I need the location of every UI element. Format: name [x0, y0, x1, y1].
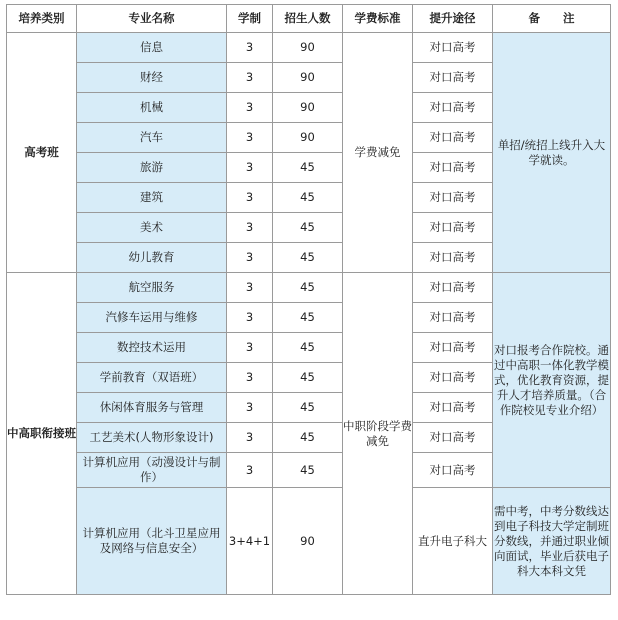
- table-row: [7, 33, 611, 63]
- years-cell: 3: [227, 243, 273, 273]
- path-cell: 对口高考: [413, 63, 493, 93]
- years-cell: 3: [227, 153, 273, 183]
- major-name: 汽车: [77, 123, 227, 153]
- major-name: 航空服务: [77, 273, 227, 303]
- years-cell: 3: [227, 363, 273, 393]
- path-cell: 对口高考: [413, 273, 493, 303]
- major-name: 休闲体育服务与管理: [77, 393, 227, 423]
- major-name: 机械: [77, 93, 227, 123]
- count-cell: 45: [273, 183, 343, 213]
- header-major: 专业名称: [77, 5, 227, 33]
- major-name: 工艺美术(人物形象设计): [77, 423, 227, 453]
- path-cell: 对口高考: [413, 453, 493, 488]
- enrollment-table: [6, 4, 611, 595]
- years-cell: 3: [227, 303, 273, 333]
- header-years: 学制: [227, 5, 273, 33]
- fee-cell: 中职阶段学费减免: [343, 273, 413, 595]
- count-cell: 45: [273, 303, 343, 333]
- count-cell: 45: [273, 453, 343, 488]
- years-cell: 3: [227, 93, 273, 123]
- header-category: 培养类别: [7, 5, 77, 33]
- major-name: 旅游: [77, 153, 227, 183]
- table-row: [7, 273, 611, 303]
- count-cell: 90: [273, 488, 343, 595]
- path-cell: 对口高考: [413, 243, 493, 273]
- path-cell: 对口高考: [413, 93, 493, 123]
- major-name: 信息: [77, 33, 227, 63]
- path-cell: 对口高考: [413, 333, 493, 363]
- years-cell: 3: [227, 423, 273, 453]
- path-cell: 对口高考: [413, 303, 493, 333]
- count-cell: 45: [273, 273, 343, 303]
- count-cell: 90: [273, 63, 343, 93]
- major-name: 计算机应用（北斗卫星应用及网络与信息安全）: [77, 488, 227, 595]
- header-count: 招生人数: [273, 5, 343, 33]
- header-fee: 学费标准: [343, 5, 413, 33]
- count-cell: 45: [273, 333, 343, 363]
- years-cell: 3: [227, 183, 273, 213]
- category-cell: 中高职衔接班: [7, 273, 77, 595]
- major-name: 汽修车运用与维修: [77, 303, 227, 333]
- header-row: [7, 5, 611, 33]
- years-cell: 3: [227, 453, 273, 488]
- note-cell: 需中考，中考分数线达到电子科技大学定制班分数线，并通过职业倾向面试，毕业后获电子科大本科文凭: [493, 488, 611, 595]
- path-cell: 对口高考: [413, 123, 493, 153]
- count-cell: 45: [273, 363, 343, 393]
- path-cell: 对口高考: [413, 153, 493, 183]
- years-cell: 3: [227, 273, 273, 303]
- path-cell: 对口高考: [413, 183, 493, 213]
- path-cell: 对口高考: [413, 423, 493, 453]
- count-cell: 45: [273, 423, 343, 453]
- years-cell: 3+4+1: [227, 488, 273, 595]
- major-name: 学前教育（双语班）: [77, 363, 227, 393]
- count-cell: 45: [273, 153, 343, 183]
- header-path: 提升途径: [413, 5, 493, 33]
- count-cell: 90: [273, 33, 343, 63]
- category-cell: 高考班: [7, 33, 77, 273]
- fee-cell: 学费减免: [343, 33, 413, 273]
- path-cell: 直升电子科大: [413, 488, 493, 595]
- major-name: 财经: [77, 63, 227, 93]
- years-cell: 3: [227, 333, 273, 363]
- major-name: 数控技术运用: [77, 333, 227, 363]
- note-cell: 对口报考合作院校。通过中高职一体化教学模式，优化教育资源，提升人才培养质量。（合作院校见专业介绍）: [493, 273, 611, 488]
- path-cell: 对口高考: [413, 363, 493, 393]
- header-note: 备 注: [493, 5, 611, 33]
- count-cell: 90: [273, 93, 343, 123]
- count-cell: 45: [273, 243, 343, 273]
- count-cell: 45: [273, 213, 343, 243]
- years-cell: 3: [227, 33, 273, 63]
- years-cell: 3: [227, 63, 273, 93]
- count-cell: 90: [273, 123, 343, 153]
- major-name: 幼儿教育: [77, 243, 227, 273]
- count-cell: 45: [273, 393, 343, 423]
- path-cell: 对口高考: [413, 213, 493, 243]
- major-name: 计算机应用（动漫设计与制作）: [77, 453, 227, 488]
- path-cell: 对口高考: [413, 33, 493, 63]
- path-cell: 对口高考: [413, 393, 493, 423]
- years-cell: 3: [227, 123, 273, 153]
- major-name: 美术: [77, 213, 227, 243]
- major-name: 建筑: [77, 183, 227, 213]
- note-cell: 单招/统招上线升入大学就读。: [493, 33, 611, 273]
- years-cell: 3: [227, 393, 273, 423]
- years-cell: 3: [227, 213, 273, 243]
- table-row: [7, 488, 611, 595]
